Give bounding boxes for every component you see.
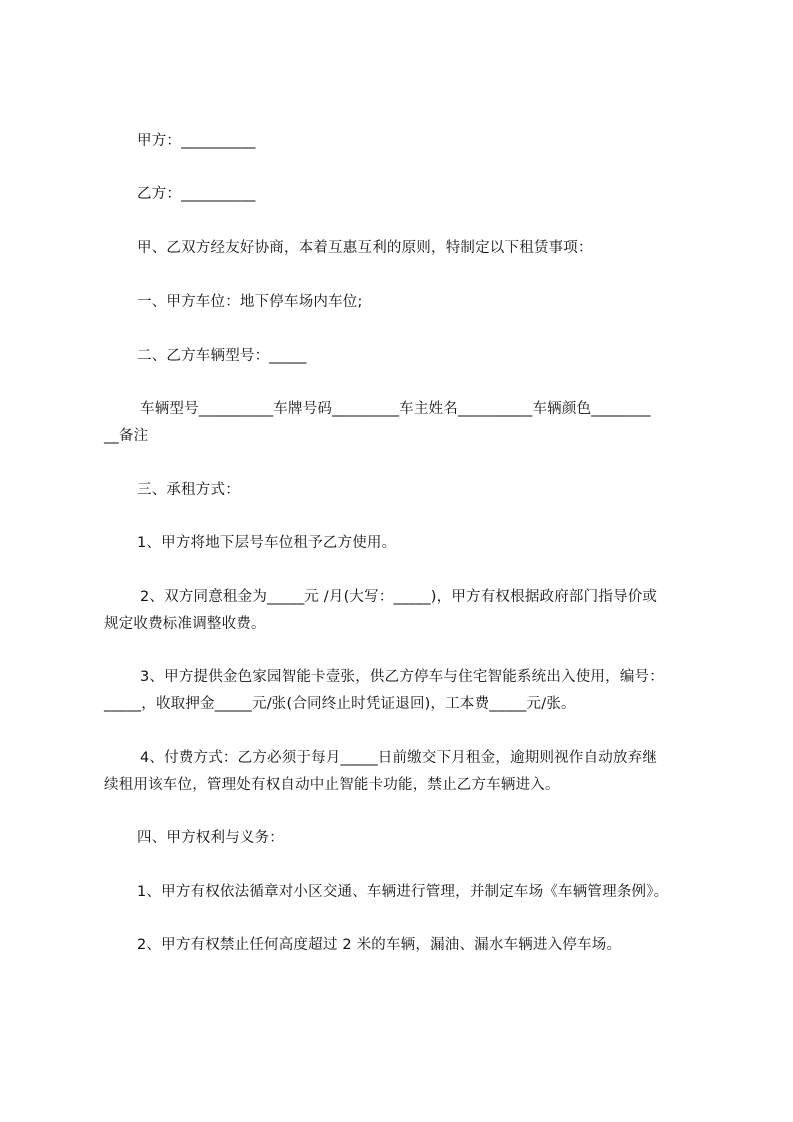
section-4-heading: 四、甲方权利与义务： bbox=[137, 830, 284, 846]
clause-3-4-line-2: 续租用该车位，管理处有权自动中止智能卡功能，禁止乙方车辆进入。 bbox=[104, 777, 560, 793]
clause-3-1: 1、甲方将地下层号车位租予乙方使用。 bbox=[137, 535, 397, 551]
clause-3-2-line-1: 2、双方同意租金为_____元 /月(大写：_____)，甲方有权根据政府部门指导价或 bbox=[140, 589, 658, 605]
clause-3-3-line-1: 3、甲方提供金色家园智能卡壹张，供乙方停车与住宅智能系统出入使用，编号： bbox=[140, 669, 664, 685]
party-b-line: 乙方：__________ bbox=[137, 186, 256, 202]
intro-paragraph: 甲、乙双方经友好协商，本着互惠互利的原则，特制定以下租赁事项： bbox=[137, 240, 593, 256]
party-a-line: 甲方：__________ bbox=[137, 133, 256, 149]
vehicle-info-line-2: __备注 bbox=[104, 428, 149, 444]
section-1-heading: 一、甲方车位：地下停车场内车位; bbox=[137, 294, 363, 310]
clause-3-2-line-2: 规定收费标准调整收费。 bbox=[104, 616, 266, 632]
vehicle-info-line-1: 车辆型号__________车牌号码_________车主姓名__________车辆颜色________ bbox=[140, 401, 651, 417]
clause-3-4-line-1: 4、付费方式：乙方必须于每月_____日前缴交下月租金，逾期则视作自动放弃继 bbox=[140, 750, 658, 766]
section-2-heading: 二、乙方车辆型号：_____ bbox=[137, 348, 307, 364]
section-3-heading: 三、承租方式： bbox=[137, 482, 240, 498]
clause-3-3-line-2: _____，收取押金_____元/张(合同终止时凭证退回)，工本费_____元/张。 bbox=[104, 696, 576, 712]
clause-4-2: 2、甲方有权禁止任何高度超过 2 米的车辆，漏油、漏水车辆进入停车场。 bbox=[137, 937, 622, 953]
clause-4-1: 1、甲方有权依法循章对小区交通、车辆进行管理，并制定车场《车辆管理条例》。 bbox=[137, 884, 669, 900]
